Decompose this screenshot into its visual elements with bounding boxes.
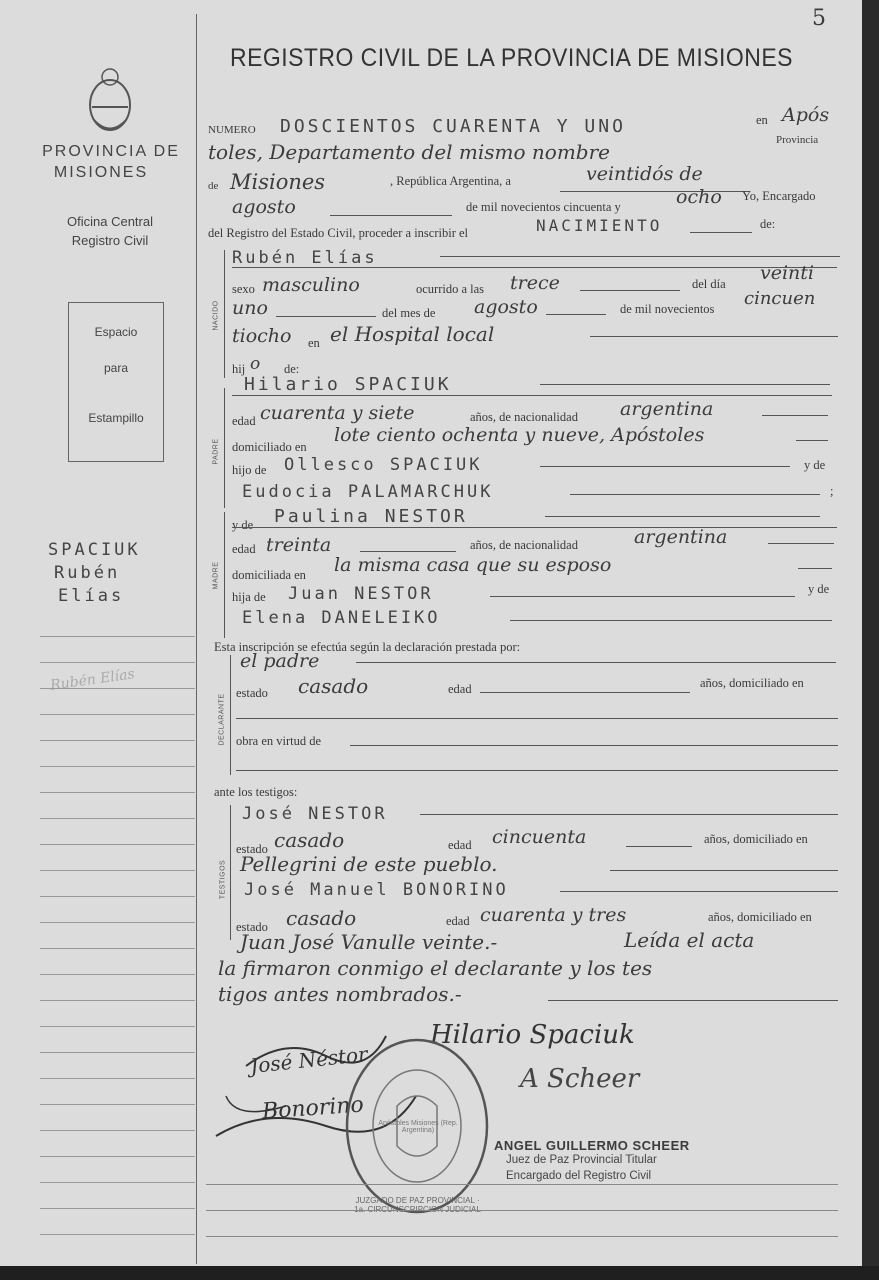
field-nombre: Rubén Elías	[232, 248, 378, 268]
margin-ruled-line	[40, 636, 195, 637]
province-label-2: MISIONES	[53, 164, 149, 181]
line-testigo1-dom	[610, 870, 838, 871]
line-padre-padre	[540, 466, 790, 467]
line-declarante-edad	[480, 692, 690, 693]
stamp-box-label-1: Espacio	[94, 325, 138, 339]
line-padre-madre	[570, 494, 820, 495]
margin-ruled-line	[40, 662, 195, 663]
label-testigo2-edad: edad	[446, 914, 470, 928]
label-padre-edad: edad	[232, 414, 256, 428]
label-numero: NUMERO	[208, 124, 256, 136]
closing-line-2: la firmaron conmigo el declarante y los tes	[218, 956, 653, 980]
label-padre-hijo-de: hijo de	[232, 463, 267, 477]
line-mes	[330, 215, 452, 216]
margin-ruled-line	[40, 1234, 195, 1235]
label-ocurrido: ocurrido a las	[416, 282, 485, 296]
field-declarante-estado: casado	[298, 674, 369, 698]
line-nombre	[440, 256, 840, 257]
margin-ruled-line	[40, 688, 195, 689]
scan-edge-right	[862, 0, 879, 1280]
margin-ruled-line	[40, 896, 195, 897]
stamp-box	[68, 302, 164, 462]
padre-bracket	[224, 388, 225, 508]
field-ano-nac-1: cincuen	[744, 288, 816, 309]
label-padre-y-de: y de	[804, 458, 826, 472]
label-madre-edad: edad	[232, 542, 256, 556]
label-declarante-anos-dom: años, domiciliado en	[700, 676, 804, 690]
label-testigo1-anos-dom: años, domiciliado en	[704, 832, 808, 846]
field-padre-nombre: Hilario SPACIUK	[244, 374, 452, 395]
margin-ruled-line	[40, 1000, 195, 1001]
bottom-line-3	[206, 1236, 838, 1237]
seal-text: JUZGADO DE PAZ PROVINCIAL · 1a. CIRCUNSCRIPCION JUDICIAL	[354, 1196, 481, 1214]
margin-ruled-line	[40, 1078, 195, 1079]
field-madre-madre: Elena DANELEIKO	[242, 608, 441, 628]
margin-ruled-line	[40, 714, 195, 715]
field-testigo2-estado: casado	[286, 906, 357, 930]
side-label-testigos: TESTIGOS	[219, 859, 227, 900]
margin-ruled-line	[40, 844, 195, 845]
signature-testigo2: Bonorino	[261, 1092, 365, 1125]
label-testigo2-estado: estado	[236, 920, 268, 934]
line-padre-nombre	[540, 384, 830, 385]
margin-scribble: Rubén Elías	[49, 666, 136, 694]
field-lugar-1: Após	[782, 104, 830, 126]
label-ante-testigos: ante los testigos:	[214, 785, 298, 799]
closing-line-1: Leída el acta	[624, 928, 755, 952]
field-hij-suffix: o	[250, 354, 261, 374]
label-declarante-estado: estado	[236, 686, 268, 700]
label-sexo: sexo	[232, 282, 255, 296]
signature-juez: A Scheer	[520, 1064, 640, 1094]
field-numero: DOSCIENTOS CUARENTA Y UNO	[280, 116, 626, 137]
signature-testigo1: José Néstor	[249, 1041, 369, 1079]
page-number: 5	[812, 6, 826, 31]
field-testigo2-nombre: José Manuel BONORINO	[244, 880, 509, 900]
side-label-nacido: NACIDO	[212, 300, 220, 331]
page-title: REGISTRO CIVIL DE LA PROVINCIA DE MISIONES	[230, 44, 793, 72]
label-madre-domicilio: domiciliada en	[232, 568, 306, 582]
line-madre-padre	[490, 596, 795, 597]
line-declarante	[356, 662, 836, 663]
field-sexo: masculino	[262, 274, 360, 296]
line-madre-nac	[768, 543, 834, 544]
label-del-dia: del día	[692, 277, 726, 291]
field-provincia: Misiones	[230, 170, 326, 194]
label-obra-virtud: obra en virtud de	[236, 734, 322, 748]
label-padre-anos-nac: años, de nacionalidad	[470, 410, 578, 424]
field-padre-madre: Eudocia PALAMARCHUK	[242, 482, 494, 502]
label-yo-encargado: Yo, Encargado	[742, 189, 816, 203]
field-ano: ocho	[676, 186, 722, 208]
side-label-madre: MADRE	[212, 561, 220, 590]
line-madre-nombre-2	[232, 527, 837, 528]
coat-of-arms-icon	[84, 65, 136, 135]
signature-declarante: Hilario Spaciuk	[430, 1020, 635, 1050]
field-madre-nombre: Paulina NESTOR	[274, 506, 468, 527]
line-dia-nac	[276, 316, 376, 317]
scan-edge-bottom	[0, 1266, 879, 1280]
label-testigo1-edad: edad	[448, 838, 472, 852]
field-testigo1-domicilio: Pellegrini de este pueblo.	[240, 852, 498, 876]
field-testigo1-edad: cincuenta	[492, 826, 587, 848]
margin-ruled-line	[40, 974, 195, 975]
field-testigo1-nombre: José NESTOR	[242, 804, 388, 824]
label-provincia: Provincia	[776, 134, 819, 146]
label-hij: hij	[232, 362, 246, 376]
label-declarante-edad: edad	[448, 682, 472, 696]
field-mes-nac: agosto	[474, 296, 538, 318]
margin-ruled-line	[40, 792, 195, 793]
margin-note-name-2: Elías	[58, 586, 125, 606]
label-hij-de: de:	[284, 362, 300, 376]
office-label-2: Registro Civil	[71, 233, 149, 248]
label-republica: , República Argentina, a	[390, 174, 511, 188]
line-declarante-dom	[236, 718, 838, 719]
field-lugar-nac: el Hospital local	[330, 322, 495, 346]
field-madre-nacionalidad: argentina	[634, 526, 728, 548]
line-madre-edad	[360, 551, 456, 552]
official-name: ANGEL GUILLERMO SCHEER	[494, 1138, 690, 1153]
label-mil-novecientos: de mil novecientos	[620, 302, 715, 316]
margin-ruled-line	[40, 1026, 195, 1027]
bottom-line-2	[206, 1210, 838, 1211]
margin-ruled-line	[40, 818, 195, 819]
margin-ruled-line	[40, 948, 195, 949]
label-mil-cincuenta: de mil novecientos cincuenta y	[466, 200, 621, 214]
line-obra-virtud	[350, 745, 838, 746]
margin-ruled-line	[40, 1104, 195, 1105]
stamp-box-label-3: Estampillo	[88, 411, 144, 425]
label-en-lugar: en	[308, 336, 320, 350]
line-mes-nac	[546, 314, 606, 315]
line-closing	[548, 1000, 838, 1001]
margin-note-surname: SPACIUK	[48, 540, 141, 560]
field-padre-domicilio: lote ciento ochenta y nueve, Apóstoles	[334, 424, 705, 446]
declarante-bracket	[230, 655, 231, 775]
line-lugar-nac	[590, 336, 838, 337]
line-madre-madre	[510, 620, 832, 621]
label-de-colon: de:	[760, 217, 776, 231]
testigos-bracket	[230, 805, 231, 940]
label-madre-y-de: y de	[232, 518, 254, 532]
margin-ruled-line	[40, 1156, 195, 1157]
line-testigo1-nombre	[420, 814, 838, 815]
label-semicolon: ;	[830, 484, 834, 498]
left-column-divider	[196, 14, 197, 1264]
province-label-1: PROVINCIA DE	[42, 143, 180, 160]
field-ano-nac-2: tiocho	[232, 325, 292, 347]
line-hora	[580, 290, 680, 291]
bottom-line-1	[206, 1184, 838, 1185]
label-madre-hija-de: hija de	[232, 590, 266, 604]
margin-ruled-line	[40, 1052, 195, 1053]
margin-ruled-line	[40, 1208, 195, 1209]
office-label-1: Oficina Central	[67, 214, 153, 229]
official-title: Juez de Paz Provincial Titular	[506, 1154, 657, 1166]
line-obra-virtud-2	[236, 770, 838, 771]
field-mes: agosto	[232, 196, 296, 218]
label-testigo1-estado: estado	[236, 842, 268, 856]
seal-inner-text: Apóstoles Misiones (Rep. Argentina)	[378, 1120, 458, 1134]
line-nombre-2	[232, 267, 837, 268]
label-declaracion: Esta inscripción se efectúa según la declaración prestada por:	[214, 640, 521, 654]
line-padre-nombre-2	[232, 395, 832, 396]
label-madre-y-de-2: y de	[808, 582, 830, 596]
margin-note-name-1: Rubén	[54, 563, 121, 583]
line-testigo2-nombre	[560, 891, 838, 892]
field-hora: trece	[510, 272, 560, 294]
field-acto: NACIMIENTO	[536, 216, 663, 235]
field-madre-padre: Juan NESTOR	[288, 584, 434, 604]
field-madre-edad: treinta	[266, 534, 332, 556]
label-registro: del Registro del Estado Civil, proceder a inscribir el	[208, 226, 468, 240]
field-dia-nac-2: uno	[232, 297, 268, 319]
field-dia-nac-1: veinti	[760, 262, 815, 284]
line-madre-nombre	[545, 516, 820, 517]
margin-ruled-line	[40, 922, 195, 923]
margin-ruled-line	[40, 766, 195, 767]
closing-line-3: tigos antes nombrados.-	[218, 982, 462, 1006]
field-dia: veintidós de	[586, 163, 703, 185]
side-label-padre: PADRE	[212, 438, 220, 465]
madre-bracket	[224, 512, 225, 638]
nacido-bracket	[224, 250, 225, 378]
field-madre-domicilio: la misma casa que su esposo	[334, 554, 612, 576]
line-padre-dom	[796, 440, 828, 441]
margin-ruled-line	[40, 870, 195, 871]
label-en: en	[756, 113, 768, 127]
field-testigo1-estado: casado	[274, 828, 345, 852]
line-acto	[690, 232, 752, 233]
side-label-declarante: DECLARANTE	[218, 693, 226, 746]
line-padre-nac	[762, 415, 828, 416]
label-madre-anos-nac: años, de nacionalidad	[470, 538, 578, 552]
margin-ruled-line	[40, 1130, 195, 1131]
label-del-mes: del mes de	[382, 306, 436, 320]
line-madre-dom	[798, 568, 832, 569]
label-padre-domicilio: domiciliado en	[232, 440, 307, 454]
field-padre-nacionalidad: argentina	[620, 398, 714, 420]
official-role: Encargado del Registro Civil	[506, 1170, 652, 1182]
field-testigo2-edad: cuarenta y tres	[480, 904, 627, 926]
label-de: de	[208, 180, 219, 192]
field-padre-edad: cuarenta y siete	[260, 402, 415, 424]
label-testigo2-anos-dom: años, domiciliado en	[708, 910, 812, 924]
margin-ruled-line	[40, 1182, 195, 1183]
line-testigo1-edad	[626, 846, 692, 847]
margin-ruled-line	[40, 740, 195, 741]
field-testigo2-domicilio: Juan José Vanulle veinte.-	[240, 930, 498, 954]
field-lugar-2: toles, Departamento del mismo nombre	[208, 140, 610, 164]
field-declarante: el padre	[240, 650, 320, 672]
stamp-box-label-2: para	[103, 361, 129, 375]
field-padre-padre: Ollesco SPACIUK	[284, 455, 483, 475]
